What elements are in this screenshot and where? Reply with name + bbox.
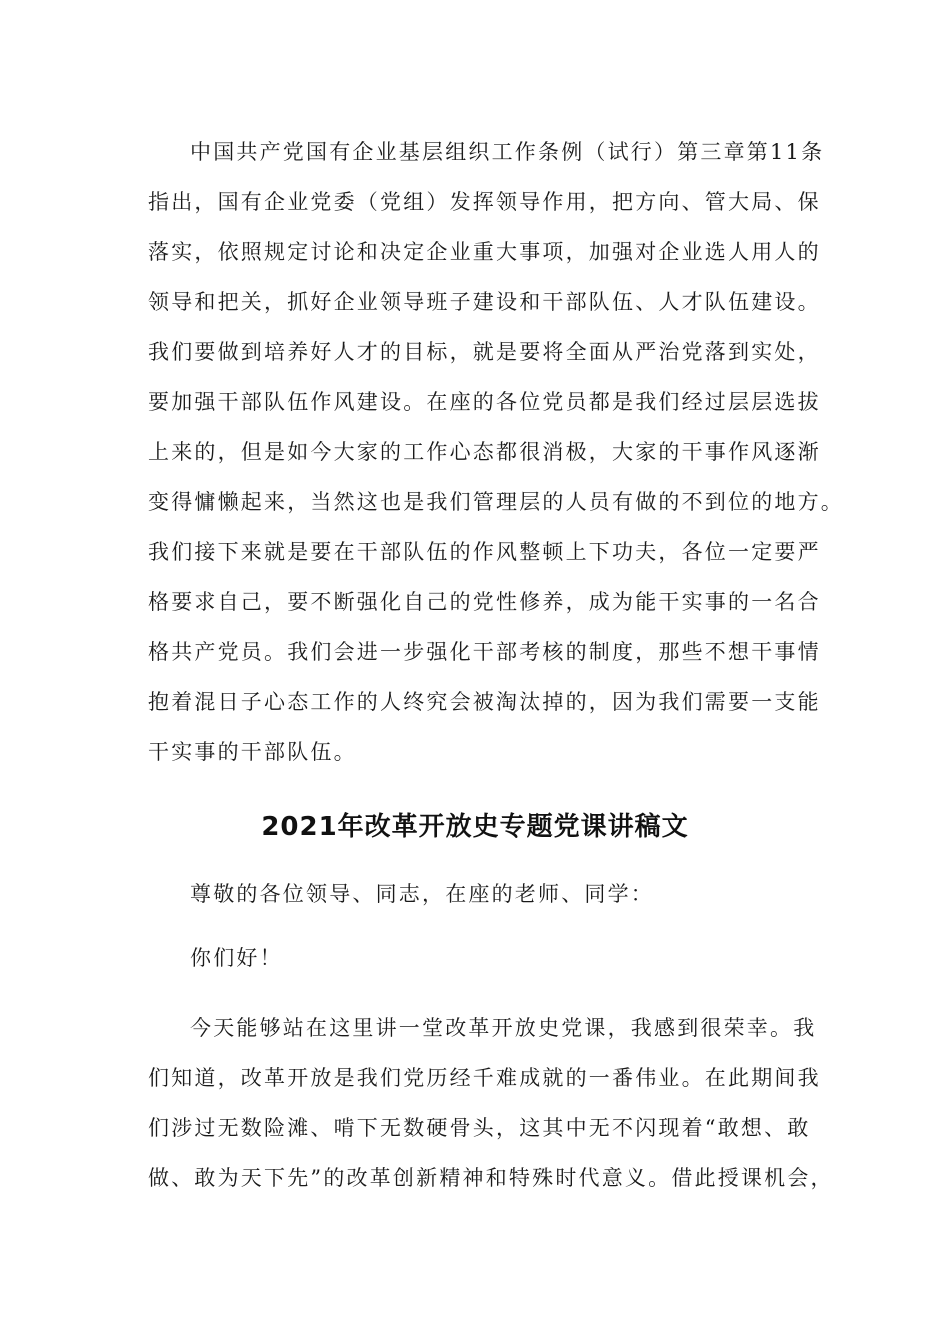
section-title: 2021年改革开放史专题党课讲稿文 — [261, 812, 689, 842]
paragraph-line: 指出，国有企业党委（党组）发挥领导作用，把方向、管大局、保 — [148, 190, 821, 214]
paragraph-line: 上来的，但是如今大家的工作心态都很消极，大家的干事作风逐渐 — [148, 440, 821, 464]
paragraph-line: 干实事的干部队伍。 — [148, 740, 357, 764]
body-line: 们涉过无数险滩、啃下无数硬骨头，这其中无不闪现着“敢想、敢 — [148, 1116, 811, 1140]
paragraph-line: 格共产党员。我们会进一步强化干部考核的制度，那些不想干事情 — [148, 640, 821, 664]
body-line: 今天能够站在这里讲一堂改革开放史党课，我感到很荣幸。我 — [190, 1016, 817, 1040]
paragraph-line: 中国共产党国有企业基层组织工作条例（试行）第三章第11条 — [190, 140, 825, 164]
paragraph-line: 格要求自己，要不断强化自己的党性修养，成为能干实事的一名合 — [148, 590, 821, 614]
paragraph-line: 领导和把关，抓好企业领导班子建设和干部队伍、人才队伍建设。 — [148, 290, 821, 314]
paragraph-line: 我们要做到培养好人才的目标，就是要将全面从严治党落到实处， — [148, 340, 821, 364]
paragraph-line: 我们接下来就是要在干部队伍的作风整顿上下功夫，各位一定要严 — [148, 540, 821, 564]
greeting: 你们好！ — [190, 946, 283, 970]
paragraph-line: 落实，依照规定讨论和决定企业重大事项，加强对企业选人用人的 — [148, 240, 821, 264]
paragraph-line: 要加强干部队伍作风建设。在座的各位党员都是我们经过层层选拔 — [148, 390, 821, 414]
body-line: 们知道，改革开放是我们党历经千难成就的一番伟业。在此期间我 — [148, 1066, 821, 1090]
salutation: 尊敬的各位领导、同志，在座的老师、同学： — [190, 882, 654, 906]
paragraph-line: 抱着混日子心态工作的人终究会被淘汰掉的，因为我们需要一支能 — [148, 690, 821, 714]
paragraph-line: 变得慵懒起来，当然这也是我们管理层的人员有做的不到位的地方。 — [148, 490, 844, 514]
body-line: 做、敢为天下先”的改革创新精神和特殊时代意义。借此授课机会， — [148, 1166, 834, 1190]
